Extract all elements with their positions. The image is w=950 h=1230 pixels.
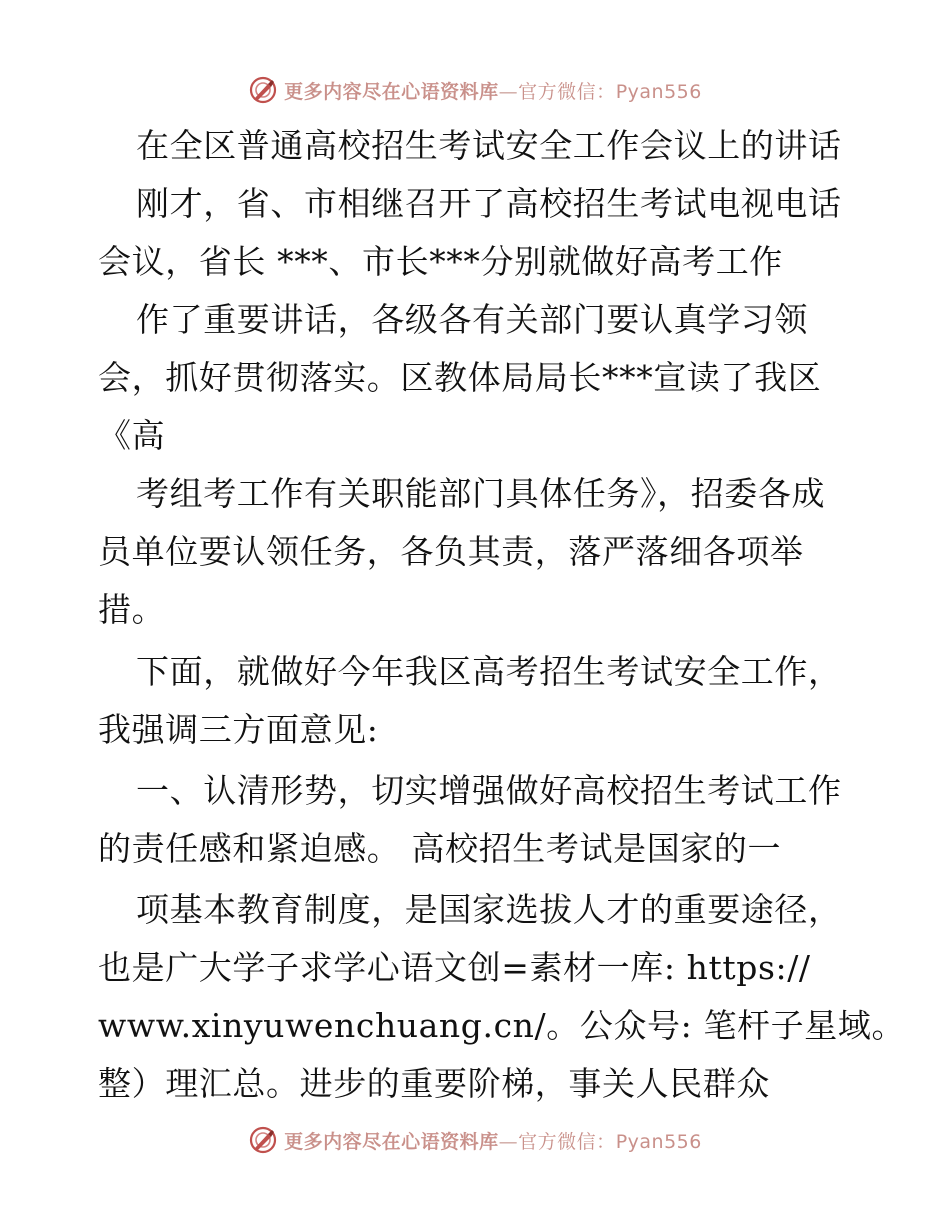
- paragraph-line: 整）理汇总。进步的重要阶梯，事关人民群众: [98, 1064, 770, 1103]
- paragraph-line: www.xinyuwenchuang.cn/。公众号: 笔杆子星域。: [98, 1006, 906, 1045]
- paragraph-line: 一、认清形势，切实增强做好高校招生考试工作: [136, 771, 842, 810]
- banner-contact-label: 官方微信：: [518, 80, 616, 103]
- banner-contact-label: 官方微信：: [518, 1130, 616, 1153]
- paragraph-line: 作了重要讲话，各级各有关部门要认真学习领: [136, 300, 808, 339]
- brand-logo-icon: [248, 75, 278, 105]
- banner-contact-id: Pyan556: [615, 1130, 702, 1153]
- brand-logo-icon: [248, 1125, 278, 1155]
- paragraph-line: 考组考工作有关职能部门具体任务》，招委各成: [136, 474, 826, 513]
- paragraph-line: 刚才，省、市相继召开了高校招生考试电视电话: [136, 184, 842, 223]
- banner-contact-id: Pyan556: [615, 80, 702, 103]
- paragraph-line: 《高: [98, 416, 166, 455]
- header-banner: [0, 70, 950, 110]
- banner-separator: —: [498, 1130, 519, 1153]
- banner-text: [284, 77, 702, 104]
- banner-main-text: 更多内容尽在心语资料库: [284, 80, 499, 103]
- footer-banner: [0, 1120, 950, 1160]
- banner-text: [284, 1127, 702, 1154]
- paragraph-line: 的责任感和紧迫感。 高校招生考试是国家的一: [98, 829, 782, 868]
- paragraph-line: 会，抓好贯彻落实。区教体局局长***宣读了我区: [98, 358, 822, 397]
- paragraph-line: 会议，省长 ***、市长***分别就做好高考工作: [98, 242, 783, 281]
- banner-separator: —: [498, 80, 519, 103]
- paragraph-line: 我强调三方面意见:: [98, 710, 379, 749]
- paragraph-line: 员单位要认领任务，各负其责，落严落细各项举: [98, 532, 804, 571]
- paragraph-line: 措。: [98, 590, 166, 629]
- paragraph-line: 项基本教育制度，是国家选拔人才的重要途径，: [136, 890, 842, 929]
- document-title: 在全区普通高校招生考试安全工作会议上的讲话: [136, 126, 842, 165]
- banner-main-text: 更多内容尽在心语资料库: [284, 1130, 499, 1153]
- paragraph-line: 下面，就做好今年我区高考招生考试安全工作，: [136, 652, 842, 691]
- paragraph-line: 也是广大学子求学心语文创=素材一库: https://: [98, 948, 811, 987]
